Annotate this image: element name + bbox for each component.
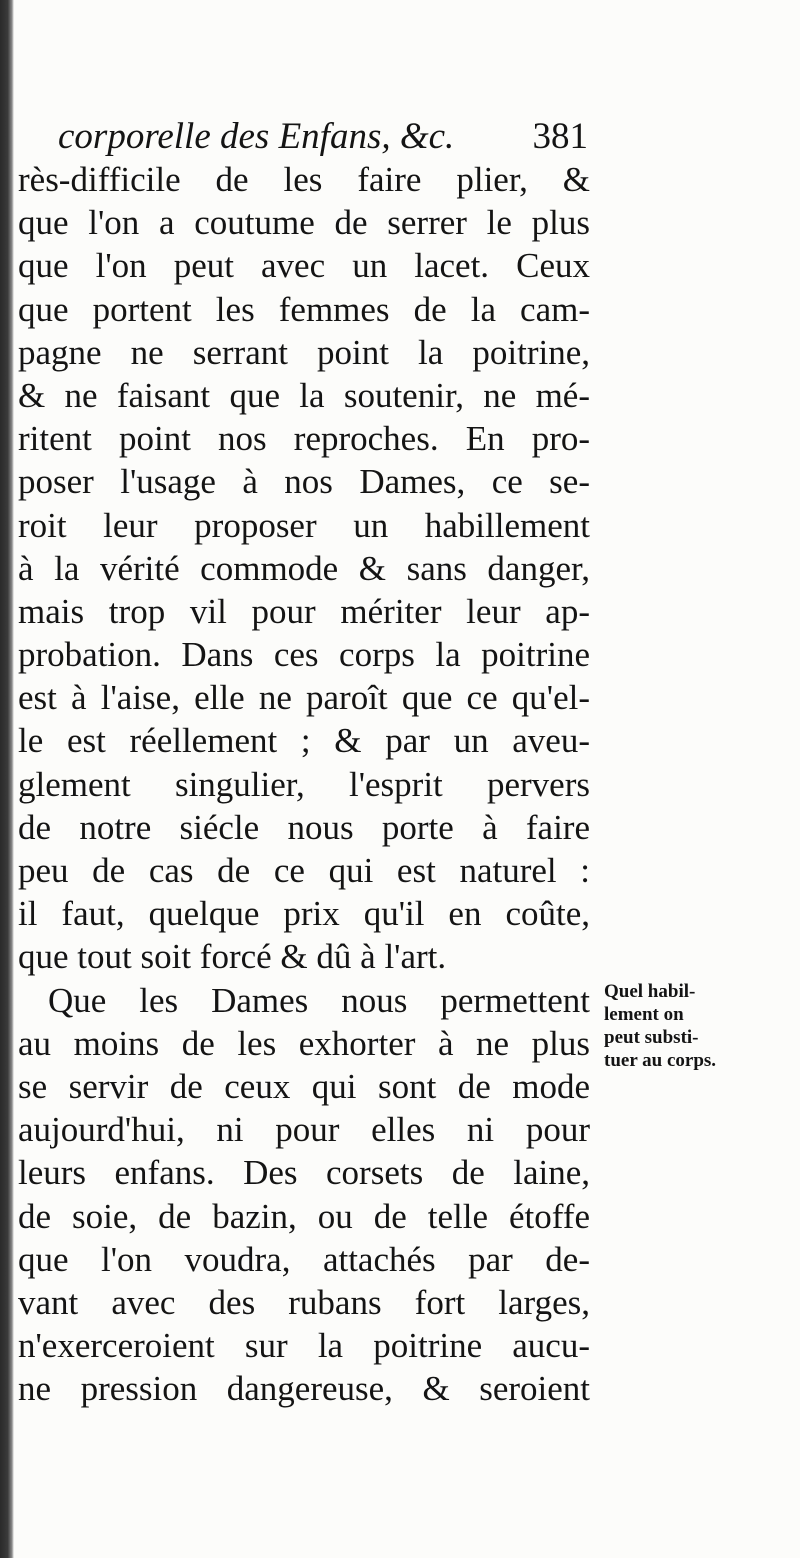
text-line: roit leur proposer un habillement bbox=[18, 505, 590, 545]
text-line: que l'on a coutume de serrer le plus bbox=[18, 203, 590, 243]
text-line: peu de cas de ce qui est naturel : bbox=[18, 851, 590, 890]
margin-note-line: peut substi- bbox=[604, 1027, 699, 1048]
text-line: est à l'aise, elle ne paroît que ce qu'el- bbox=[18, 678, 590, 718]
text-line: poser l'usage à nos Dames, ce se- bbox=[18, 462, 590, 502]
text-line: n'exerceroient sur la poitrine aucu- bbox=[18, 1326, 590, 1366]
margin-note bbox=[604, 980, 774, 1072]
text-line: à la vérité commode & sans danger, bbox=[18, 548, 590, 588]
text-line: ne pression dangereuse, & seroient bbox=[18, 1369, 590, 1409]
text-line: se servir de ceux qui sont de mode bbox=[18, 1066, 590, 1106]
text-line: glement singulier, l'esprit pervers bbox=[18, 764, 590, 804]
text-line: de notre siécle nous porte à faire bbox=[18, 807, 590, 847]
text-line: pagne ne serrant point la poitrine, bbox=[18, 332, 590, 372]
text-line: rès-difficile de les faire plier, & bbox=[18, 160, 590, 199]
text-line: de soie, de bazin, ou de telle étoffe bbox=[18, 1196, 590, 1236]
text-line: leurs enfans. Des corsets de laine, bbox=[18, 1153, 590, 1193]
text-line: il faut, quelque prix qu'il en coûte, bbox=[18, 894, 590, 934]
text-line: aujourd'hui, ni pour elles ni pour bbox=[18, 1110, 590, 1150]
text-line: que tout soit forcé & dû à l'art. bbox=[18, 937, 447, 977]
text-line: au moins de les exhorter à ne plus bbox=[18, 1023, 590, 1063]
text-line: que portent les femmes de la cam- bbox=[18, 289, 590, 329]
margin-note-line: lement on bbox=[604, 1004, 684, 1025]
page-header bbox=[58, 112, 588, 162]
text-line: & ne faisant que la soutenir, ne mé- bbox=[18, 375, 590, 415]
margin-note-line: tuer au corps. bbox=[604, 1050, 717, 1071]
text-line: ritent point nos reproches. En pro- bbox=[18, 419, 590, 459]
text-line: Que les Dames nous permettent bbox=[48, 980, 590, 1020]
binding-edge bbox=[0, 0, 14, 1558]
running-head: corporelle des Enfans, &c. bbox=[58, 116, 455, 157]
text-line: mais trop vil pour mériter leur ap- bbox=[18, 591, 590, 631]
margin-note-line: Quel habil- bbox=[604, 981, 696, 1002]
page-number: 381 bbox=[532, 116, 588, 157]
text-line: probation. Dans ces corps la poitrine bbox=[18, 635, 590, 675]
text-line: que l'on voudra, attachés par de- bbox=[18, 1239, 590, 1279]
text-line: que l'on peut avec un lacet. Ceux bbox=[18, 246, 590, 286]
text-line: le est réellement ; & par un aveu- bbox=[18, 721, 590, 761]
text-line: vant avec des rubans fort larges, bbox=[18, 1282, 590, 1322]
body-text bbox=[18, 158, 590, 1410]
